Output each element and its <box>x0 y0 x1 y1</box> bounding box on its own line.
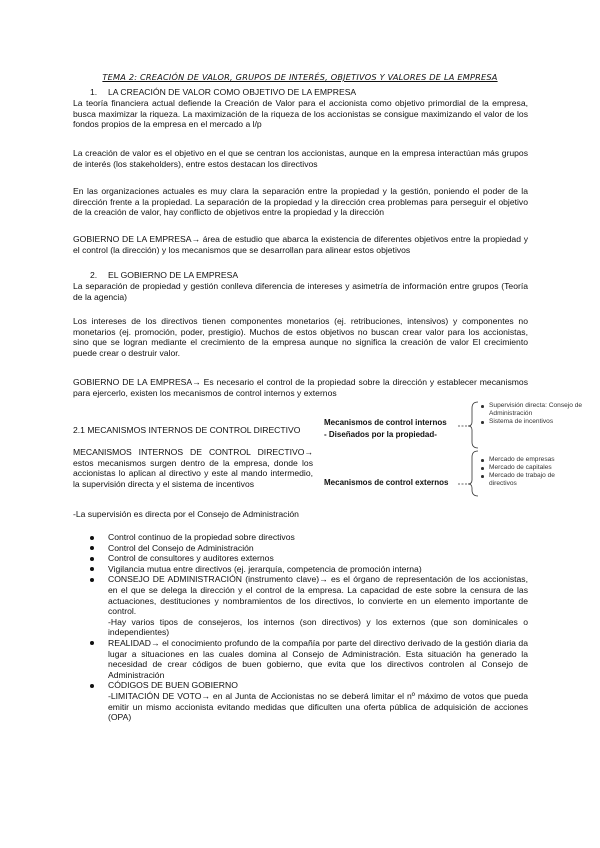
section-2-heading <box>90 270 238 281</box>
section-2-title: EL GOBIERNO DE LA EMPRESA <box>108 270 239 280</box>
paragraph: La creación de valor es el objetivo en el que se centran los accionistas, aunque en la empresa interactúan más grupos de interés (los stakeholders), entre estos destacan los directivos <box>73 148 528 169</box>
list-item <box>90 553 528 564</box>
list-item: Mercado de empresas <box>480 456 570 464</box>
list-item-text: Vigilancia mutua entre directivos (ej. jerarquía, competencia de promoción interna) <box>108 563 422 574</box>
list-item <box>90 532 528 543</box>
paragraph: La separación de propiedad y gestión conlleva diferencia de intereses y asimetría de información entre grupos (Teoría de la agencia) <box>73 281 528 302</box>
list-item <box>90 564 528 575</box>
paragraph: La teoría financiera actual defiende la Creación de Valor para el accionista como objetivo primordial de la empresa, busca maximizar la riqueza. La maximización de la riqueza de los accionistas se consigue maximizando el valor de los fondos propios de la empresa en el mercado a l/p <box>73 98 528 130</box>
list-item-subtext: -Hay varios tipos de consejeros, los internos (son directivos) y los externos (que son dominicales o independientes) <box>108 616 528 638</box>
external-brace <box>458 448 480 498</box>
section-2-1-intro: MECANISMOS INTERNOS DE CONTROL DIRECTIVO→ estos mecanismos surgen dentro de la empresa, donde los accionistas lo aplican al directivo y este al mando intermedio, la supervisión directa y el sistema de incentivos <box>73 447 313 489</box>
external-mechanisms-list <box>480 456 570 488</box>
list-item-text: Control de consultores y auditores externos <box>108 553 274 564</box>
paragraph: GOBIERNO DE LA EMPRESA→ área de estudio que abarca la existencia de diferentes objetivos entre la propiedad y el control (la dirección) y los mecanismos que se desarrollan para alinear estos objetivos <box>73 234 528 255</box>
internal-brace <box>458 400 480 450</box>
list-item <box>90 638 528 680</box>
section-2-number: 2. <box>90 270 98 280</box>
internal-mechanisms-list <box>480 402 590 426</box>
list-item-text: CONSEJO DE ADMINISTRACIÓN (instrumento clave)→ es el órgano de representación de los accionistas, en el que se delega la dirección y el control de la empresa. La capacidad de este sobre la censura de las actuaciones, destituciones y nombramientos de los directivos, lo convierte en un elemento importante de control. <box>108 574 528 617</box>
section-2-1-heading: 2.1 MECANISMOS INTERNOS DE CONTROL DIRECTIVO <box>73 425 301 435</box>
list-item <box>90 574 528 638</box>
paragraph: Los intereses de los directivos tienen componentes monetarios (ej. retribuciones, intensivos) y componentes no monetarios (ej. promoción, poder, prestigio). Muchos de estos objetivos no buscan crear valor para los accionistas, sino que se logran mediante el crecimiento de la empresa aunque no significa la creación de valor El crecimiento puede crear o destruir valor. <box>73 316 528 358</box>
internal-mechanisms-sublabel: - Diseñados por la propiedad- <box>324 430 437 439</box>
section-1-heading <box>90 87 356 98</box>
page-title: TEMA 2: CREACIÓN DE VALOR, GRUPOS DE INTERÉS, OBJETIVOS Y VALORES DE LA EMPRESA <box>102 72 498 82</box>
list-item: Supervisión directa: Consejo de Administración <box>480 402 590 418</box>
internal-mechanisms-label: Mecanismos de control internos <box>324 418 447 427</box>
paragraph: GOBIERNO DE LA EMPRESA→ Es necesario el control de la propiedad sobre la dirección y establecer mecanismos para ejercerlo, existen los mecanismos de control internos y externos <box>73 377 528 398</box>
section-1-number: 1. <box>90 87 98 97</box>
list-item <box>90 680 528 722</box>
list-item: Mercado de trabajo de directivos <box>480 472 570 488</box>
section-1-title: LA CREACIÓN DE VALOR COMO OBJETIVO DE LA EMPRESA <box>108 87 357 97</box>
supervision-note: -La supervisión es directa por el Consejo de Administración <box>73 509 299 519</box>
list-item-text: REALIDAD→ el conocimiento profundo de la compañía por parte del directivo derivado de la gestión diaria da lugar a situaciones en las cuales domina al Consejo de Administración. Esta situación ha generado la necesidad de crear códigos de buen gobierno, que evita que los directivos controlen al Consejo de Administración <box>108 637 528 680</box>
paragraph: En las organizaciones actuales es muy clara la separación entre la propiedad y la gestión, poniendo el poder de la dirección frente a la propiedad. La separación de la propiedad y la dirección crea problemas para perseguir el objetivo de la creación de valor, hay conflicto de objetivos entre la propiedad y la dirección <box>73 186 528 218</box>
list-item <box>90 543 528 554</box>
list-item-text: Control del Consejo de Administración <box>108 542 254 553</box>
list-item: Mercado de capitales <box>480 464 570 472</box>
list-item: Sistema de incentivos <box>480 418 590 426</box>
list-item-text: CÓDIGOS DE BUEN GOBIERNO <box>108 680 238 691</box>
external-mechanisms-label: Mecanismos de control externos <box>324 478 449 487</box>
list-item-text: Control continuo de la propiedad sobre directivos <box>108 532 295 542</box>
list-item-subtext: -LIMITACIÓN DE VOTO→ en al Junta de Accionistas no se deberá limitar el nº máximo de votos que pueda emitir un mismo accionista evitando medidas que dificulten una oferta pública de adquisición de acciones (OPA) <box>108 690 528 723</box>
control-mechanisms-list <box>90 532 528 723</box>
